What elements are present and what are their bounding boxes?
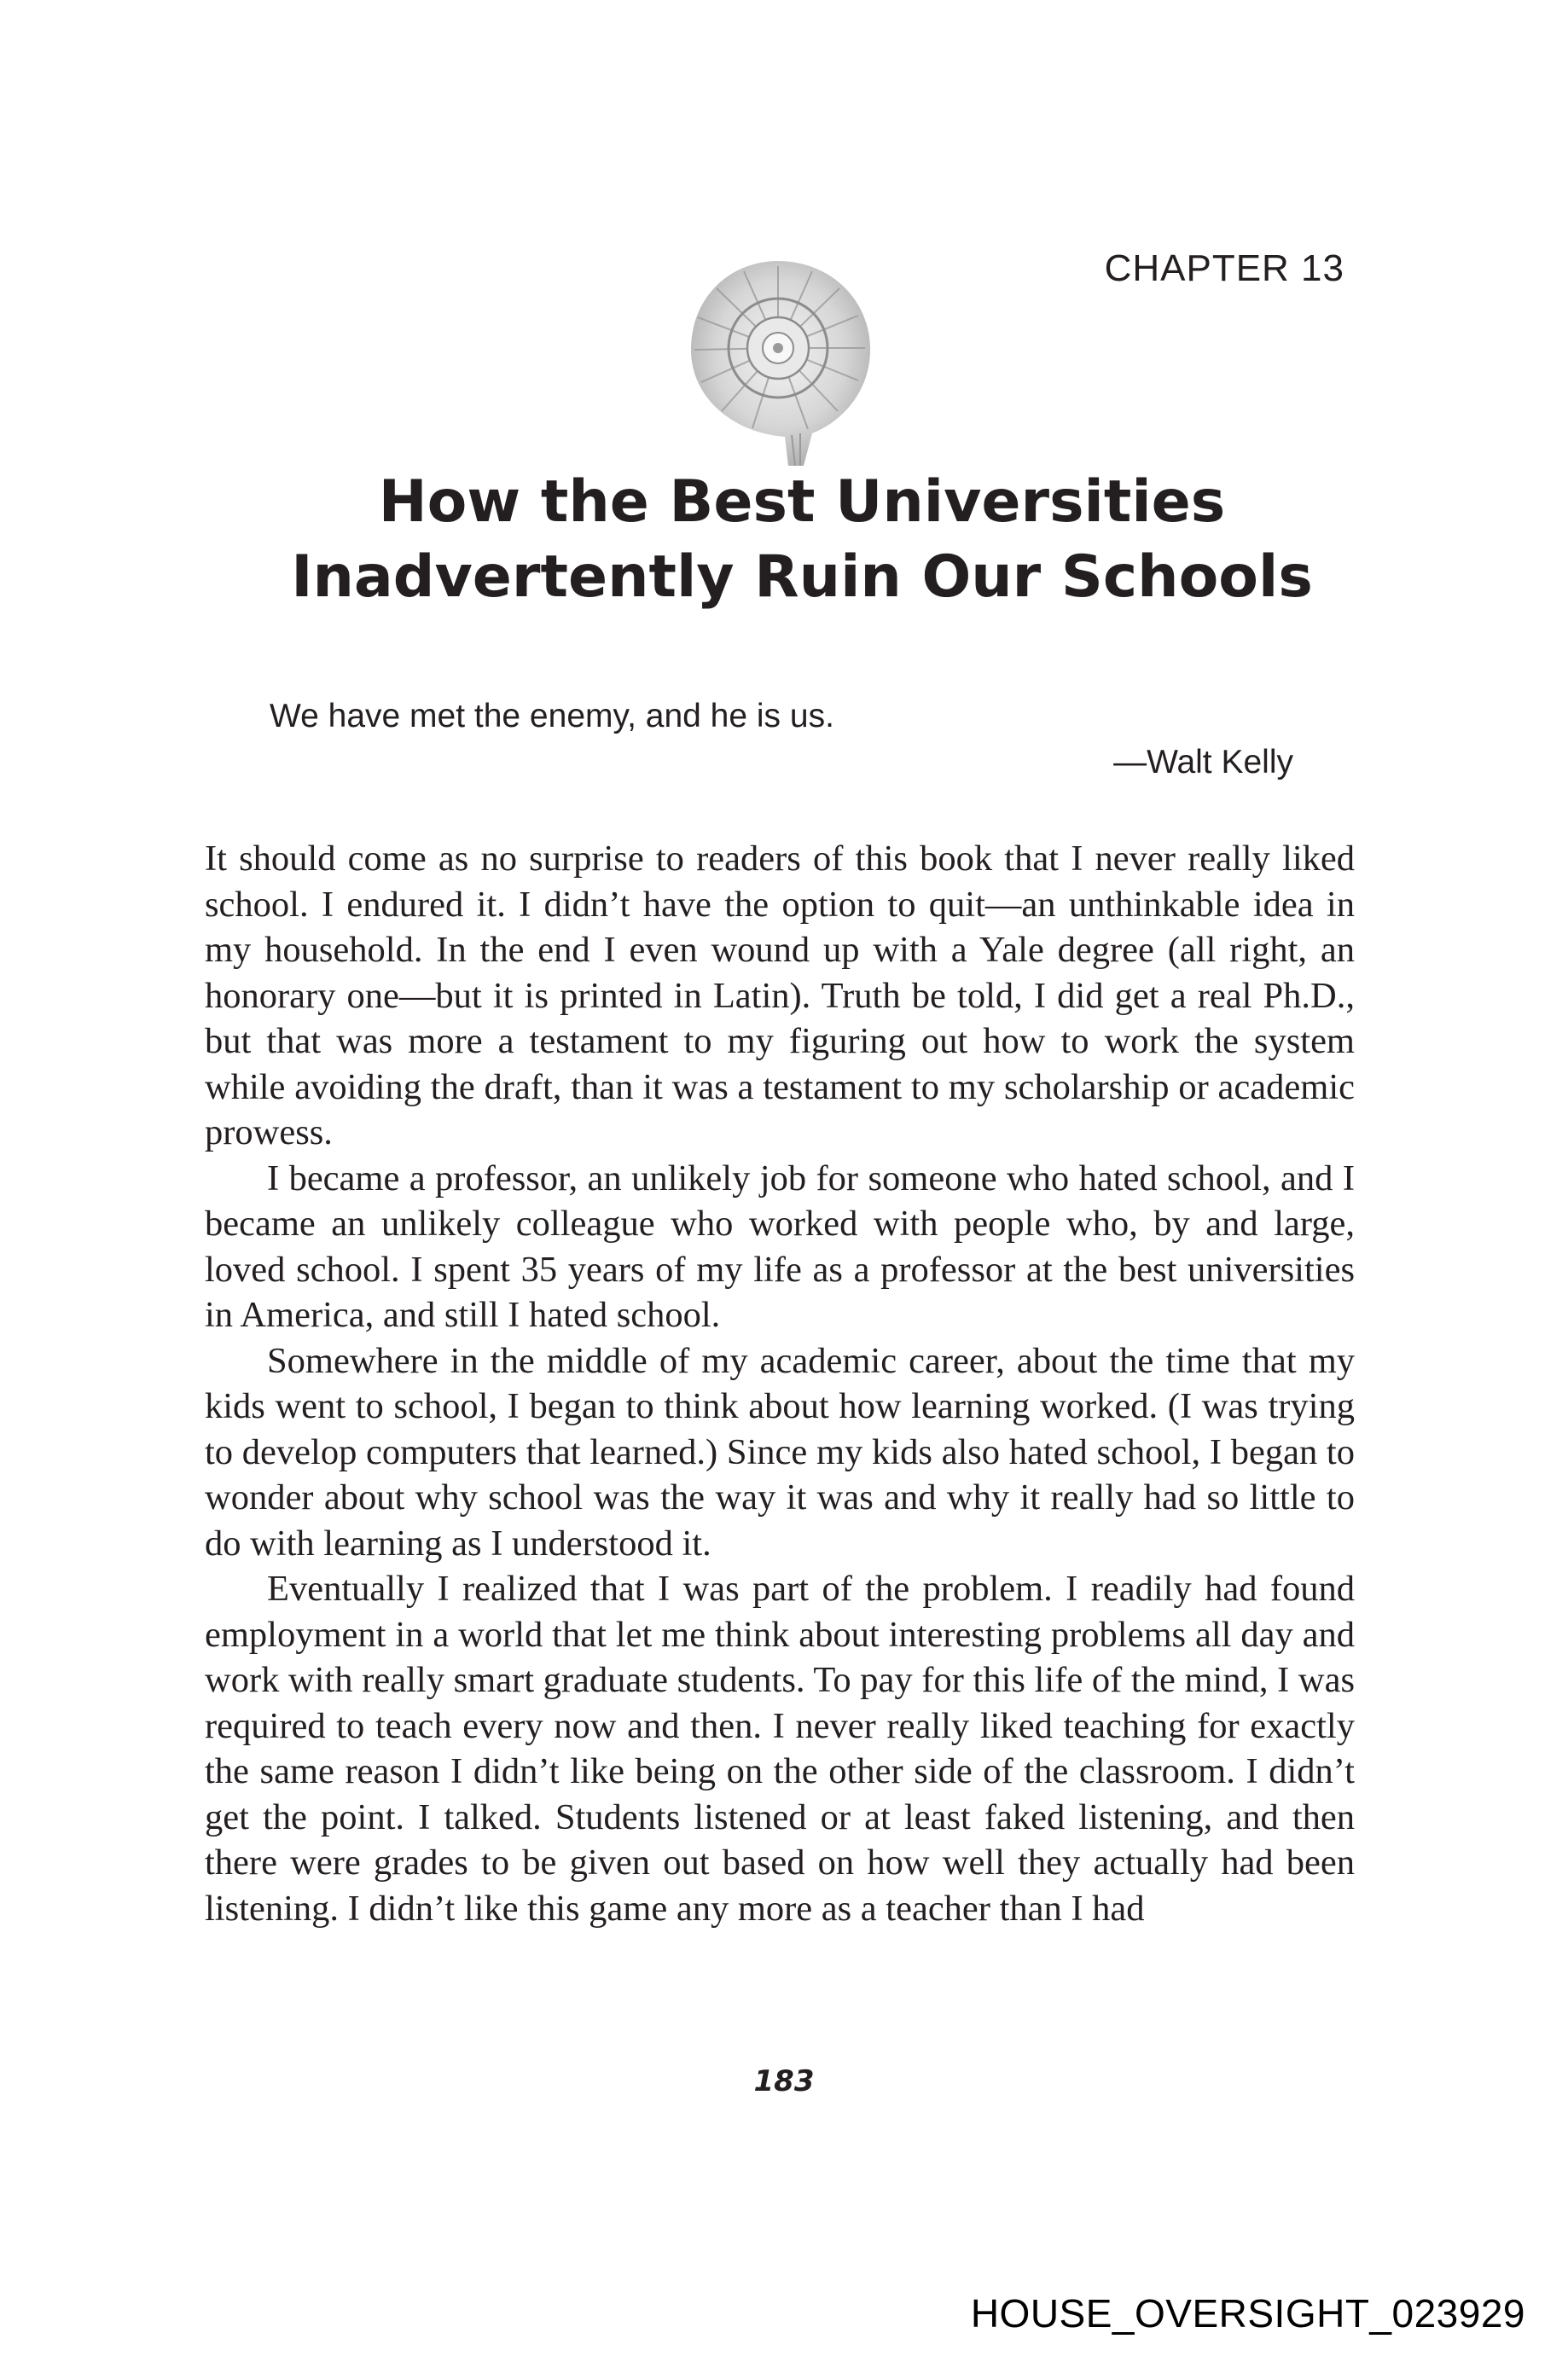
epigraph-attribution: —Walt Kelly <box>1113 744 1293 781</box>
paragraph: I became a professor, an unlikely job for someone who hated school, and I became an unlikely colleague who worked with people who, by and large, loved school. I spent 35 years of my life as a professor at the best universities in America, and still I hated school. <box>205 1158 1355 1335</box>
page-number: 183 <box>753 2064 815 2098</box>
paragraph: Eventually I realized that I was part of the problem. I readily had found employment in a world that let me think about interesting problems all day and work with really smart graduate students. To pay for this life of the mind, I was required to teach every now and then. I never really liked teaching for exactly the same reason I didn’t like being on the other side of the classroom. I didn’t get the point. I talked. Students listened or at least faked listening, and then there were grades to be given out based on how well they actually had been listening. I didn’t like this game any more as a teacher than I had <box>205 1569 1355 1929</box>
ammonite-shell-icon <box>676 254 880 467</box>
chapter-title-line-2: Inadvertently Ruin Our Schools <box>291 543 1313 611</box>
chapter-title-line-1: How the Best Universities <box>378 468 1226 536</box>
body-text <box>205 836 1355 1931</box>
paragraph: Somewhere in the middle of my academic career, about the time that my kids went to school, I began to think about how learning worked. (I was trying to develop computers that learned.) Since my kids also hated school, I began to wonder about why school was the way it was and why it really had so little to do with learning as I understood it. <box>205 1340 1355 1564</box>
chapter-title <box>205 465 1399 615</box>
chapter-label: CHAPTER 13 <box>1104 247 1344 289</box>
bates-stamp: HOUSE_OVERSIGHT_023929 <box>970 2291 1525 2336</box>
paragraph: It should come as no surprise to readers of this book that I never really liked school. I endured it. I didn’t have the option to quit—an unthinkable idea in my household. In the end I even wound up with a Yale degree (all right, an honorary one—but it is printed in Latin). Truth be told, I did get a real Ph.D., but that was more a testament to my figuring out how to work the system while avoiding the draft, than it was a testament to my scholarship or academic prowess. <box>205 839 1355 1152</box>
epigraph-quote: We have met the enemy, and he is us. <box>270 698 834 734</box>
